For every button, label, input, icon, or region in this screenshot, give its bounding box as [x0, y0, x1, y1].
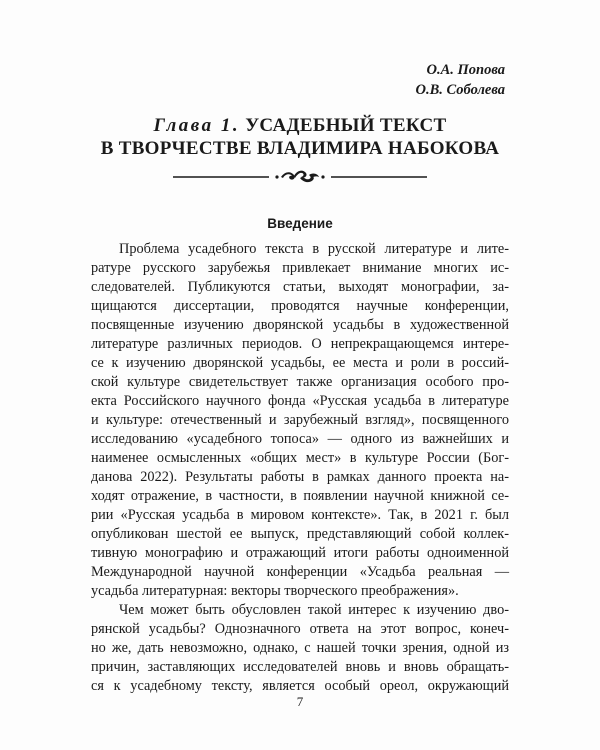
section-heading: Введение — [267, 216, 333, 231]
page-number: 7 — [296, 694, 304, 709]
body-text — [91, 240, 509, 696]
text-line: усадьба литературная: векторы творческого преображения». — [91, 583, 459, 599]
text-line: Проблема усадебного текста в русской литературе и лите- — [119, 241, 509, 257]
text-line: данова 2022). Результаты работы в рамках данного проекта на- — [91, 469, 509, 485]
text-line: екта Российского научного фонда «Русская усадьба в литературе — [91, 393, 509, 409]
text-line: причин, заставляющих исследователей вновь и вновь обращать- — [91, 659, 509, 675]
text-line: рии «Русская усадьба в мировом контексте». Так, в 2021 г. был — [91, 507, 509, 523]
chapter-title — [60, 114, 540, 160]
chapter-title-line-1 — [60, 114, 540, 137]
text-line: опубликован шестой ее выпуск, представляющий собой коллек- — [91, 526, 509, 542]
text-line: щищаются диссертации, проводятся научные конференции, — [91, 298, 509, 314]
text-line: ходят отражение, в частности, в появлении научной книжной се- — [91, 488, 509, 504]
text-line: следователей. Публикуются статьи, выходят монографии, за- — [91, 279, 509, 295]
text-line: но же, дать невозможно, однако, с нашей точки зрения, одной из — [91, 640, 509, 656]
author-name: О.В. Соболева — [415, 82, 505, 98]
authors-block — [416, 60, 505, 100]
chapter-label: Глава 1. — [153, 115, 241, 136]
text-line: посвященные изучению дворянской усадьбы в художественной — [91, 317, 509, 333]
text-line: тивную монографию и отражающий итоги работы одноименной — [91, 545, 509, 561]
text-line: се к изучению дворянской усадьбы, ее места и роли в россий- — [91, 355, 509, 371]
chapter-title-text-1: УСАДЕБНЫЙ ТЕКСТ — [245, 115, 447, 136]
text-line: ской культуре свидетельствует также организация особого про- — [91, 374, 509, 390]
text-line: наименее осмысленных «общих мест» в культуре России (Бог- — [91, 450, 509, 466]
chapter-title-text-2: В ТВОРЧЕСТВЕ ВЛАДИМИРА НАБОКОВА — [100, 138, 500, 159]
text-line: рянской усадьбы? Однозначного ответа на этот вопрос, конеч- — [91, 621, 509, 637]
text-line: ратуре русского зарубежья привлекает внимание многих ис- — [91, 260, 509, 276]
text-line: и культуре: отечественный и зарубежный взгляд», посвященного — [91, 412, 509, 428]
fleuron-icon — [173, 167, 427, 187]
text-line: Международной научной конференции «Усадьба реальная — — [91, 564, 509, 580]
text-line: исследованию «усадебного топоса» — одного из важнейших и — [91, 431, 509, 447]
text-line: литературе различных периодов. О непрекращающемся интере- — [91, 336, 509, 352]
text-line: ся к усадебному тексту, является особый ореол, окружающий — [91, 678, 509, 694]
author-name: О.А. Попова — [426, 62, 505, 78]
text-line: Чем может быть обусловлен такой интерес к изучению дво- — [119, 602, 509, 618]
